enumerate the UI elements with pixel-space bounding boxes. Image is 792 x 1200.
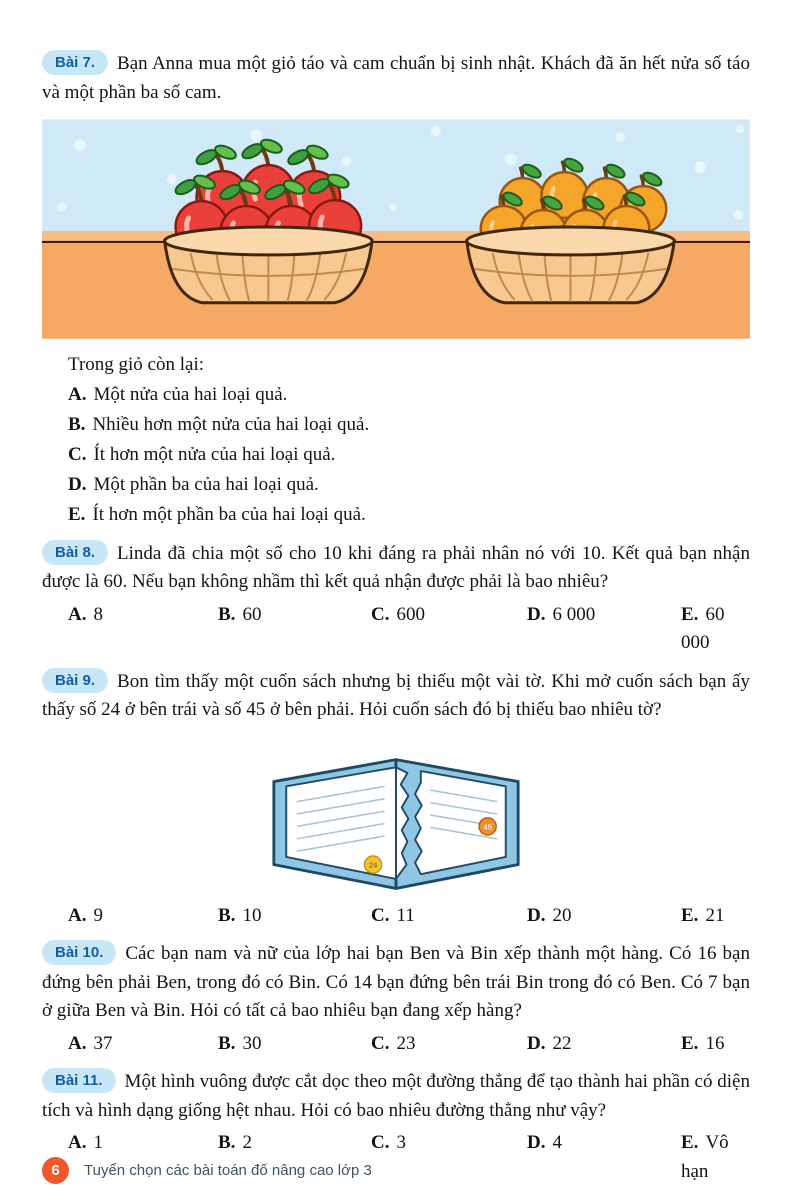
answer-option-b (218, 1030, 371, 1059)
option-label: C. (371, 1132, 390, 1154)
option-text: 1 (93, 1132, 103, 1154)
answer-row-9 (68, 902, 750, 931)
option-label: C. (371, 904, 390, 926)
option-label: E. (68, 503, 86, 525)
option-text: 16 (705, 1032, 725, 1054)
answer-option-a (68, 902, 218, 931)
answer-option-e (681, 1129, 750, 1186)
problem-9-badge: Bài 9. (42, 668, 108, 693)
orange-basket (467, 227, 674, 303)
option-label: B. (218, 904, 236, 926)
answer-option-b (218, 601, 371, 658)
problem-7 (42, 50, 750, 530)
answer-option-d (68, 470, 750, 500)
option-text: 4 (552, 1132, 562, 1154)
answer-option-e (681, 902, 750, 931)
page-footer (42, 1157, 372, 1184)
option-label: E. (681, 1132, 699, 1154)
option-label: A. (68, 904, 87, 926)
problem-11-statement: Một hình vuông được cắt dọc theo một đường thẳng để tạo thành hai phần có diện tích và hình dạng giống hệt nhau. Hỏi có bao nhiêu đường thẳng như vậy? (42, 1071, 750, 1121)
problem-9 (42, 668, 750, 931)
option-text: 60 000 (681, 603, 725, 654)
option-label: B. (218, 603, 236, 625)
answer-option-c (371, 1030, 527, 1059)
option-label: E. (681, 603, 699, 625)
answer-option-b (68, 410, 750, 440)
book-right-page-number: 45 (483, 821, 492, 831)
problem-7-badge: Bài 7. (42, 50, 108, 75)
problem-9-statement: Bon tìm thấy một cuốn sách nhưng bị thiếu một vài tờ. Khi mở cuốn sách bạn ấy thấy số 24 ở bên trái và số 45 ở bên phải. Hỏi cuốn sách đó bị thiếu bao nhiêu tờ? (42, 670, 750, 721)
fruit-baskets-drawing (42, 119, 750, 339)
fruit-baskets-illustration (42, 119, 750, 339)
answer-option-a (68, 380, 750, 410)
option-text: 37 (93, 1032, 113, 1054)
option-text: 8 (93, 603, 103, 625)
option-text: Nhiều hơn một nửa của hai loại quả. (92, 413, 370, 435)
option-text: Một phần ba của hai loại quả. (93, 473, 319, 495)
problem-10-paragraph (42, 940, 750, 1026)
answer-option-d (527, 1129, 681, 1186)
option-label: B. (68, 413, 86, 435)
problem-11-paragraph (42, 1068, 750, 1125)
option-label: C. (371, 1032, 390, 1054)
option-text: 60 (242, 603, 262, 625)
option-label: E. (681, 904, 699, 926)
answer-row-8 (68, 601, 750, 658)
option-text: 22 (552, 1032, 572, 1054)
option-text: Một nửa của hai loại quả. (93, 383, 288, 405)
option-label: A. (68, 603, 87, 625)
option-label: D. (527, 1032, 546, 1054)
answer-option-b (218, 902, 371, 931)
option-label: D. (527, 904, 546, 926)
answer-option-c (68, 440, 750, 470)
answer-option-e (68, 500, 750, 530)
option-label: B. (218, 1032, 236, 1054)
page-number-badge: 6 (42, 1157, 69, 1184)
problem-9-paragraph (42, 668, 750, 725)
option-text: 3 (396, 1132, 406, 1154)
option-label: B. (218, 1132, 236, 1154)
option-label: A. (68, 1132, 87, 1154)
problem-7-statement: Bạn Anna mua một giỏ táo và cam chuẩn bị sinh nhật. Khách đã ăn hết nửa số táo và một phần ba số cam. (42, 53, 750, 103)
option-text: 600 (396, 603, 425, 625)
option-text: 10 (242, 904, 262, 926)
answer-option-a (68, 1030, 218, 1059)
option-text: 20 (552, 904, 572, 926)
answer-option-c (371, 902, 527, 931)
problem-7-intro: Trong giỏ còn lại: (68, 354, 204, 375)
option-text: 21 (705, 904, 725, 926)
answer-option-c (371, 1129, 527, 1186)
option-text: 2 (242, 1132, 252, 1154)
footer-book-title: Tuyển chọn các bài toán đố nâng cao lớp 3 (84, 1162, 372, 1179)
problem-8-statement: Linda đã chia một số cho 10 khi đáng ra phải nhân nó với 10. Kết quả bạn nhận được là 60. Nếu bạn không nhầm thì kết quả nhận được phải là bao nhiêu? (42, 542, 750, 593)
answer-option-d (527, 902, 681, 931)
answer-option-c (371, 601, 527, 658)
option-label: D. (527, 603, 546, 625)
apple-basket (165, 227, 372, 303)
option-text: 30 (242, 1032, 262, 1054)
option-text: 23 (396, 1032, 416, 1054)
option-label: C. (68, 443, 87, 465)
problem-10-badge: Bài 10. (42, 940, 116, 965)
problem-8-badge: Bài 8. (42, 540, 108, 565)
option-text: 11 (396, 904, 415, 926)
answer-option-e (681, 601, 750, 658)
option-label: E. (681, 1032, 699, 1054)
torn-book-illustration (42, 731, 750, 898)
problem-8 (42, 540, 750, 658)
option-text: 9 (93, 904, 103, 926)
book-left-page-number: 24 (368, 860, 378, 870)
option-label: A. (68, 1032, 87, 1054)
option-text: Ít hơn một nửa của hai loại quả. (93, 443, 336, 465)
option-label: A. (68, 383, 87, 405)
option-text: Ít hơn một phần ba của hai loại quả. (92, 503, 366, 525)
problem-8-paragraph (42, 540, 750, 597)
problem-7-paragraph (42, 50, 750, 107)
option-label: D. (68, 473, 87, 495)
option-label: D. (527, 1132, 546, 1154)
answer-option-e (681, 1030, 750, 1059)
problem-10-statement: Các bạn nam và nữ của lớp hai bạn Ben và Bin xếp thành một hàng. Có 16 bạn đứng bên phải Ben, trong đó có Bin. Có 14 bạn đứng bên trái Bin trong đó có Ben. Có 7 bạn ở giữa Ben và Bin. Hỏi có tất cả bao nhiêu bạn đang xếp hàng? (42, 943, 750, 1022)
problem-10 (42, 940, 750, 1058)
problem-11-badge: Bài 11. (42, 1068, 116, 1093)
answer-option-d (527, 601, 681, 658)
option-text: 6 000 (552, 603, 596, 625)
answer-row-10 (68, 1030, 750, 1059)
option-label: C. (371, 603, 390, 625)
option-text: Vô hạn (681, 1132, 729, 1182)
answer-option-a (68, 601, 218, 658)
torn-book-drawing (262, 731, 530, 898)
answer-option-d (527, 1030, 681, 1059)
